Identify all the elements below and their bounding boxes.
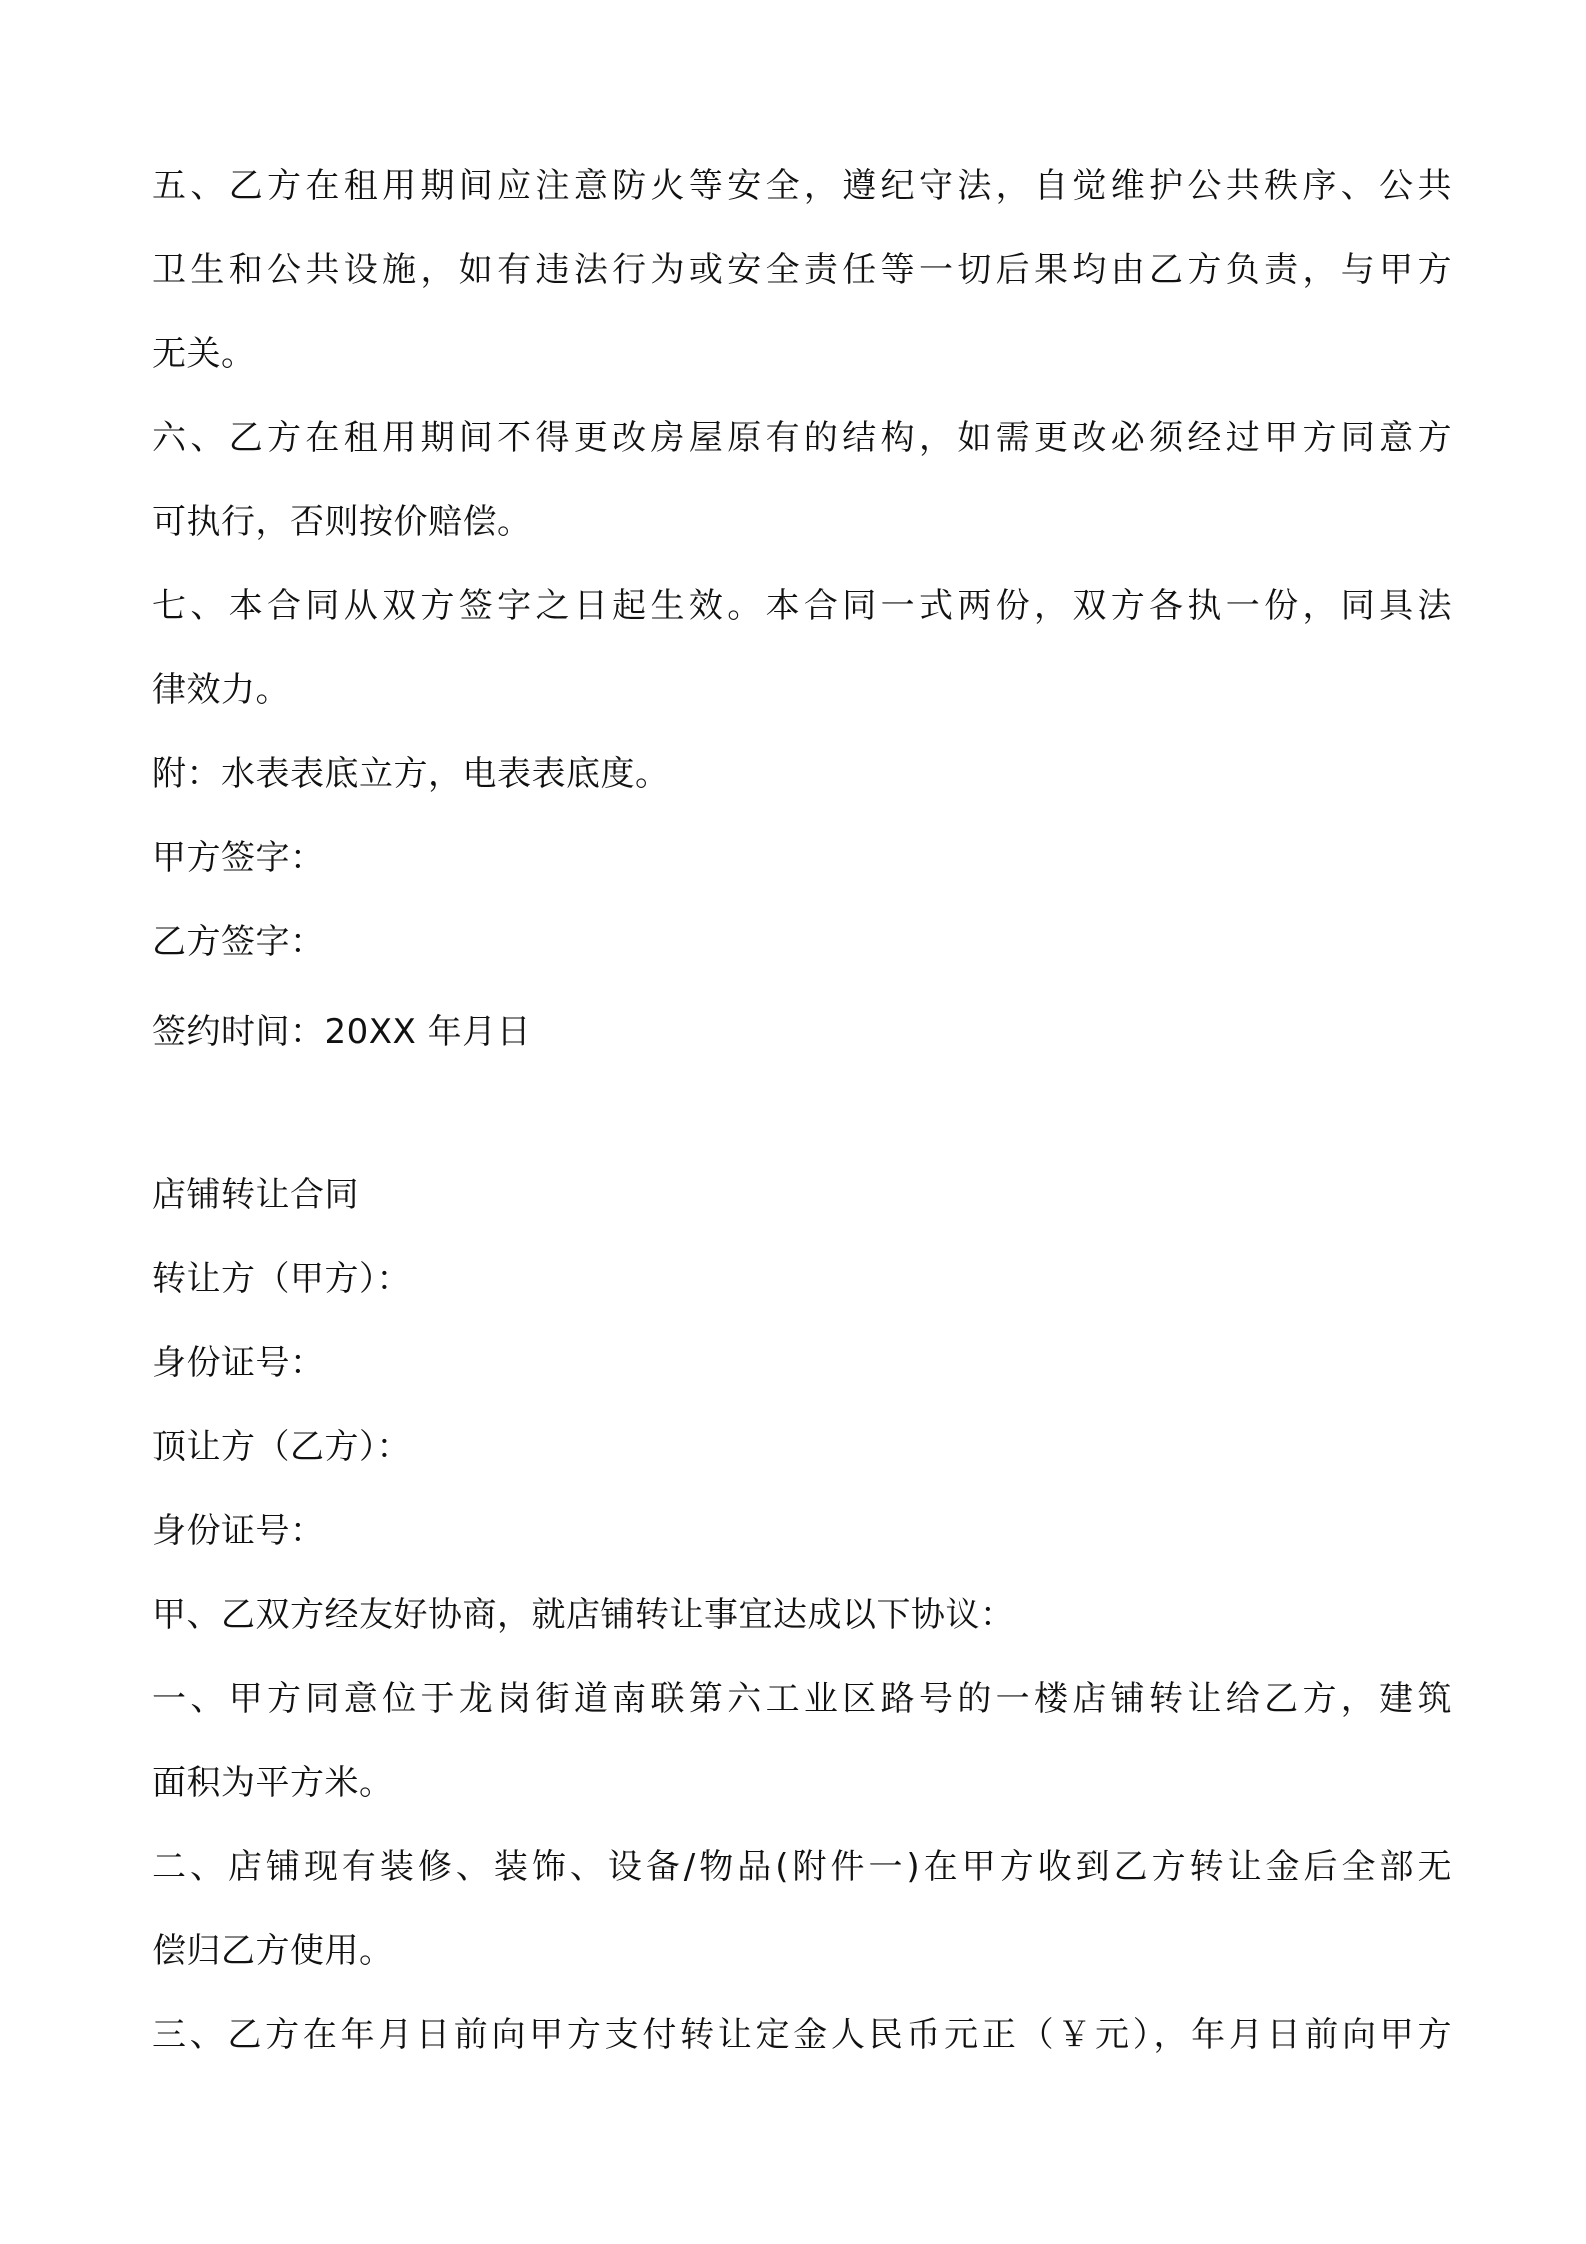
- contract-title: 店铺转让合同: [152, 1175, 359, 1215]
- party-b-signature-label: 乙方签字：: [152, 922, 325, 962]
- transfer-clause-2-line-2: 偿归乙方使用。: [152, 1931, 394, 1971]
- sign-date-label: 签约时间：20XX 年月日: [152, 1012, 532, 1052]
- transferee-id-label: 身份证号：: [152, 1511, 325, 1551]
- transfer-clause-2-line-1: 二、店铺现有装修、装饰、设备/物品(附件一)在甲方收到乙方转让金后全部无: [152, 1847, 1452, 1887]
- clause-5-line-3: 无关。: [152, 334, 256, 374]
- clause-5-line-2: 卫生和公共设施，如有违法行为或安全责任等一切后果均由乙方负责，与甲方: [152, 250, 1452, 290]
- transferee-label: 顶让方（乙方）：: [152, 1427, 411, 1467]
- transfer-clause-1-line-2: 面积为平方米。: [152, 1763, 394, 1803]
- clause-6-line-2: 可执行，否则按价赔偿。: [152, 502, 532, 542]
- clause-7-line-1: 七、本合同从双方签字之日起生效。本合同一式两份，双方各执一份，同具法: [152, 586, 1452, 626]
- party-a-signature-label: 甲方签字：: [152, 838, 325, 878]
- clause-5-line-1: 五、乙方在租用期间应注意防火等安全，遵纪守法，自觉维护公共秩序、公共: [152, 166, 1452, 206]
- transfer-clause-3-line-1: 三、乙方在年月日前向甲方支付转让定金人民币元正（￥元），年月日前向甲方: [152, 2015, 1452, 2055]
- transfer-clause-1-line-1: 一、甲方同意位于龙岗街道南联第六工业区路号的一楼店铺转让给乙方，建筑: [152, 1679, 1452, 1719]
- preamble: 甲、乙双方经友好协商，就店铺转让事宜达成以下协议：: [152, 1595, 1015, 1635]
- transferor-label: 转让方（甲方）：: [152, 1259, 411, 1299]
- clause-6-line-1: 六、乙方在租用期间不得更改房屋原有的结构，如需更改必须经过甲方同意方: [152, 418, 1452, 458]
- clause-7-line-2: 律效力。: [152, 670, 290, 710]
- transferor-id-label: 身份证号：: [152, 1343, 325, 1383]
- appendix-meter-readings: 附：水表表底立方，电表表底度。: [152, 754, 670, 794]
